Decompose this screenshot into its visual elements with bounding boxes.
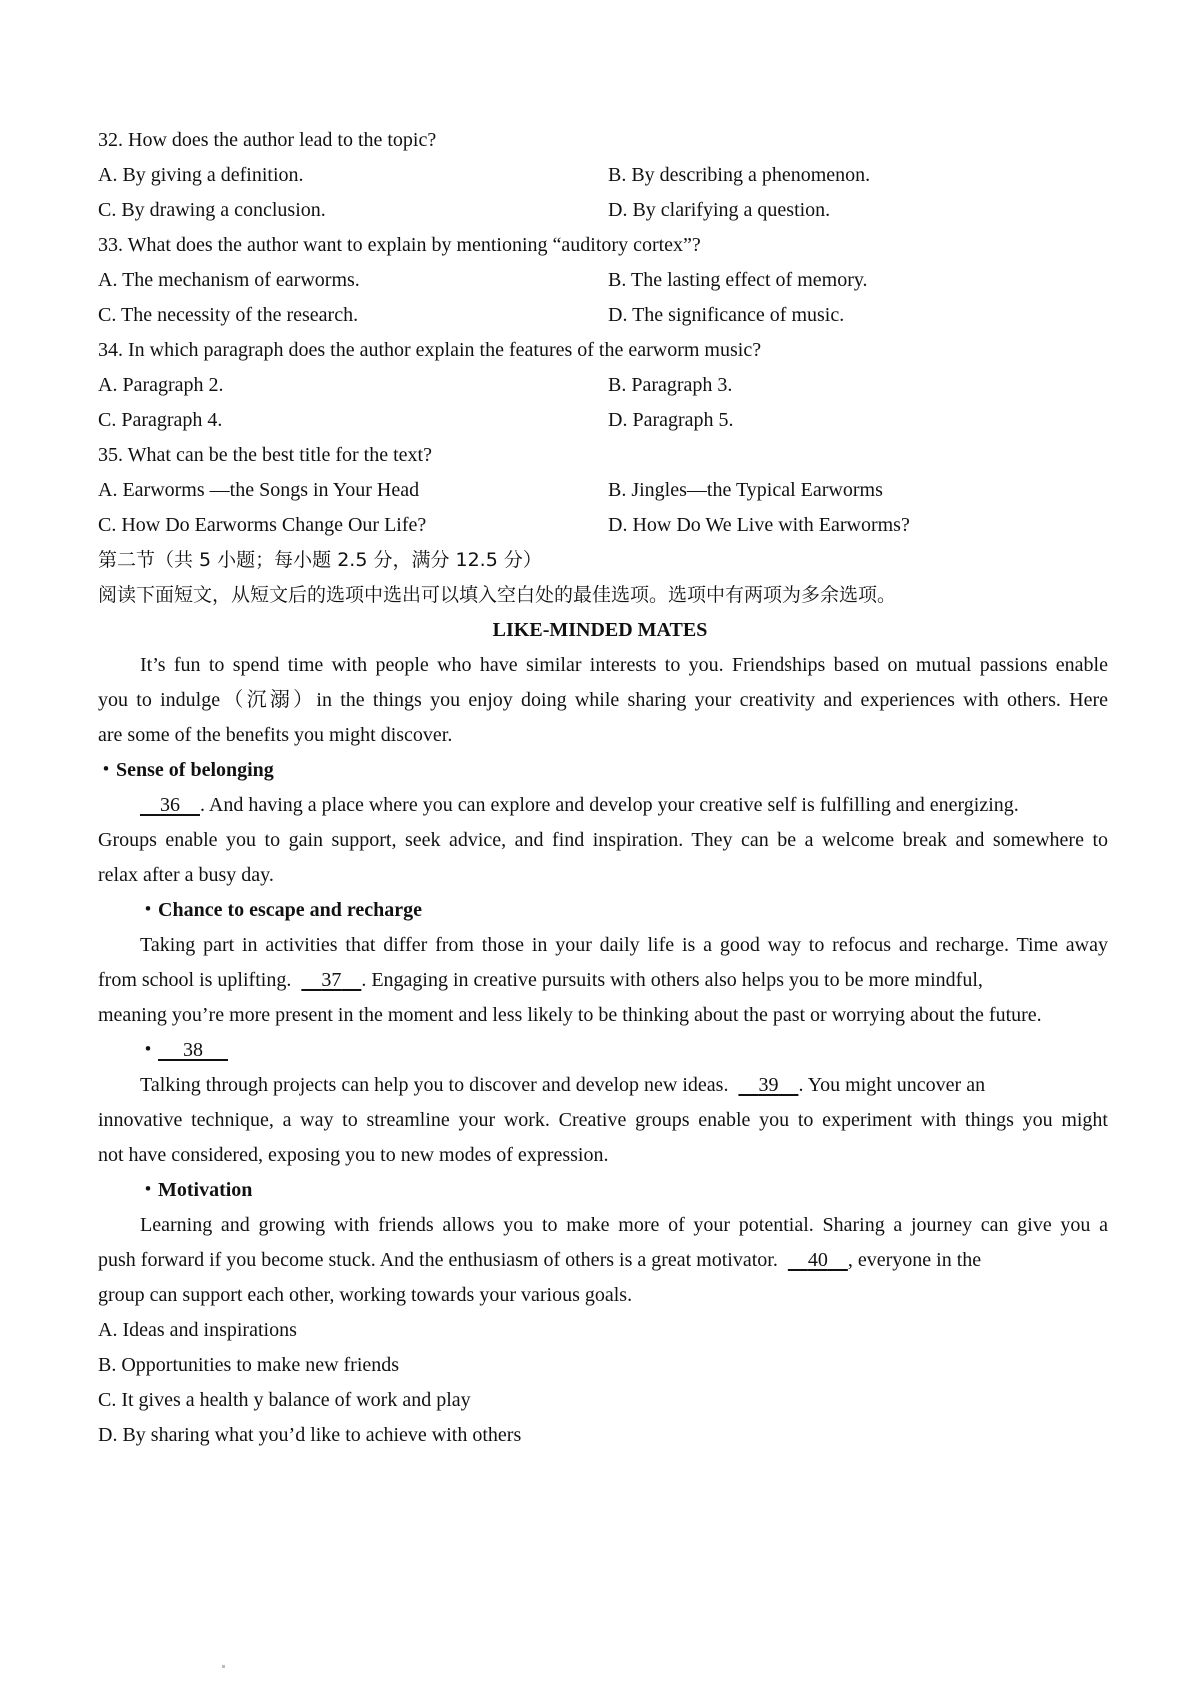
question-34-stem: 34. In which paragraph does the author explain the features of the earworm music? [98,339,762,361]
question-32-option-b: B. By describing a phenomenon. [608,164,871,186]
section-heading-motivation: ・Motivation [138,1179,253,1201]
escape-line-1: Taking part in activities that differ from those in your daily life is a good way to refocus and recharge. Time away [140,934,1108,956]
question-33-option-b: B. The lasting effect of memory. [608,269,868,291]
belonging-line-1 [140,793,1019,817]
question-32-stem: 32. How does the author lead to the topic? [98,129,437,151]
escape-line-2-text: from school is uplifting. [98,969,292,991]
intro-line-1: It’s fun to spend time with people who have similar interests to you. Friendships based on mutual passions enable [140,654,1108,676]
question-35-option-d: D. How Do We Live with Earworms? [608,514,910,536]
escape-line-2-rest: . Engaging in creative pursuits with others also helps you to be more mindful, [361,969,983,991]
belonging-line-1-text: . And having a place where you can explore and develop your creative self is fulfilling and energizing. [200,794,1019,816]
question-33-option-c: C. The necessity of the research. [98,304,359,326]
blank-39-number: 39 [758,1074,779,1096]
question-35-option-b: B. Jingles—the Typical Earworms [608,479,883,501]
belonging-line-2: Groups enable you to gain support, seek advice, and find inspiration. They can be a welcome break and somewhere to [98,829,1108,851]
motivation-line-2 [98,1248,981,1272]
question-32-option-d: D. By clarifying a question. [608,199,831,221]
blank-37[interactable] [301,968,361,992]
blank-36[interactable] [140,793,200,817]
question-35-option-c: C. How Do Earworms Change Our Life? [98,514,427,536]
blank-37-number: 37 [321,969,342,991]
ideas-line-3: not have considered, exposing you to new modes of expression. [98,1144,609,1166]
motivation-line-3: group can support each other, working towards your various goals. [98,1284,633,1306]
answer-option-a: A. Ideas and inspirations [98,1319,297,1341]
ideas-line-1 [140,1073,985,1097]
question-33-stem: 33. What does the author want to explain by mentioning “auditory cortex”? [98,234,701,256]
escape-line-3: meaning you’re more present in the moment and less likely to be thinking about the past or worrying about the future. [98,1004,1042,1026]
question-35-option-a: A. Earworms —the Songs in Your Head [98,479,420,501]
answer-option-c: C. It gives a health y balance of work and play [98,1389,471,1411]
ideas-line-1-text: Talking through projects can help you to discover and develop new ideas. [140,1074,729,1096]
section-2-instruction: 阅读下面短文，从短文后的选项中选出可以填入空白处的最佳选项。选项中有两项为多余选项。 [98,584,897,606]
motivation-line-2-text: push forward if you become stuck. And the enthusiasm of others is a great motivator. [98,1249,778,1271]
blank-38-number: 38 [183,1039,203,1061]
ideas-line-2: innovative technique, a way to streamline your work. Creative groups enable you to experiment with things you might [98,1109,1108,1131]
blank-38[interactable] [158,1038,228,1062]
intro-line-2: you to indulge（沉溺）in the things you enjoy doing while sharing your creativity and experiences with others. Here [98,689,1108,711]
belonging-line-3: relax after a busy day. [98,864,274,886]
section-heading-escape: ・Chance to escape and recharge [138,899,423,921]
bullet: ・ [138,1039,158,1061]
question-33-option-d: D. The significance of music. [608,304,845,326]
blank-40-number: 40 [807,1249,828,1271]
question-34-option-d: D. Paragraph 5. [608,409,734,431]
intro-line-3: are some of the benefits you might discover. [98,724,453,746]
motivation-line-1: Learning and growing with friends allows you to make more of your potential. Sharing a journey can give you a [140,1214,1108,1236]
blank-39[interactable] [738,1073,798,1097]
page-footer-mark [222,1665,225,1668]
blank-40[interactable] [788,1248,848,1272]
section-heading-38 [138,1038,228,1062]
answer-option-b: B. Opportunities to make new friends [98,1354,400,1376]
section-2-heading: 第二节（共 5 小题；每小题 2.5 分，满分 12.5 分） [98,549,542,571]
question-34-option-c: C. Paragraph 4. [98,409,223,431]
escape-line-2 [98,968,983,992]
question-34-option-a: A. Paragraph 2. [98,374,224,396]
blank-36-number: 36 [160,794,180,816]
passage-title: LIKE-MINDED MATES [492,619,708,641]
question-35-stem: 35. What can be the best title for the text? [98,444,432,466]
answer-option-d: D. By sharing what you’d like to achieve with others [98,1424,522,1446]
question-32-option-a: A. By giving a definition. [98,164,304,186]
ideas-line-1-rest: . You might uncover an [798,1074,986,1096]
question-34-option-b: B. Paragraph 3. [608,374,733,396]
question-33-option-a: A. The mechanism of earworms. [98,269,360,291]
section-heading-belonging: ・Sense of belonging [96,759,274,781]
motivation-line-2-rest: , everyone in the [847,1249,982,1271]
question-32-option-c: C. By drawing a conclusion. [98,199,326,221]
